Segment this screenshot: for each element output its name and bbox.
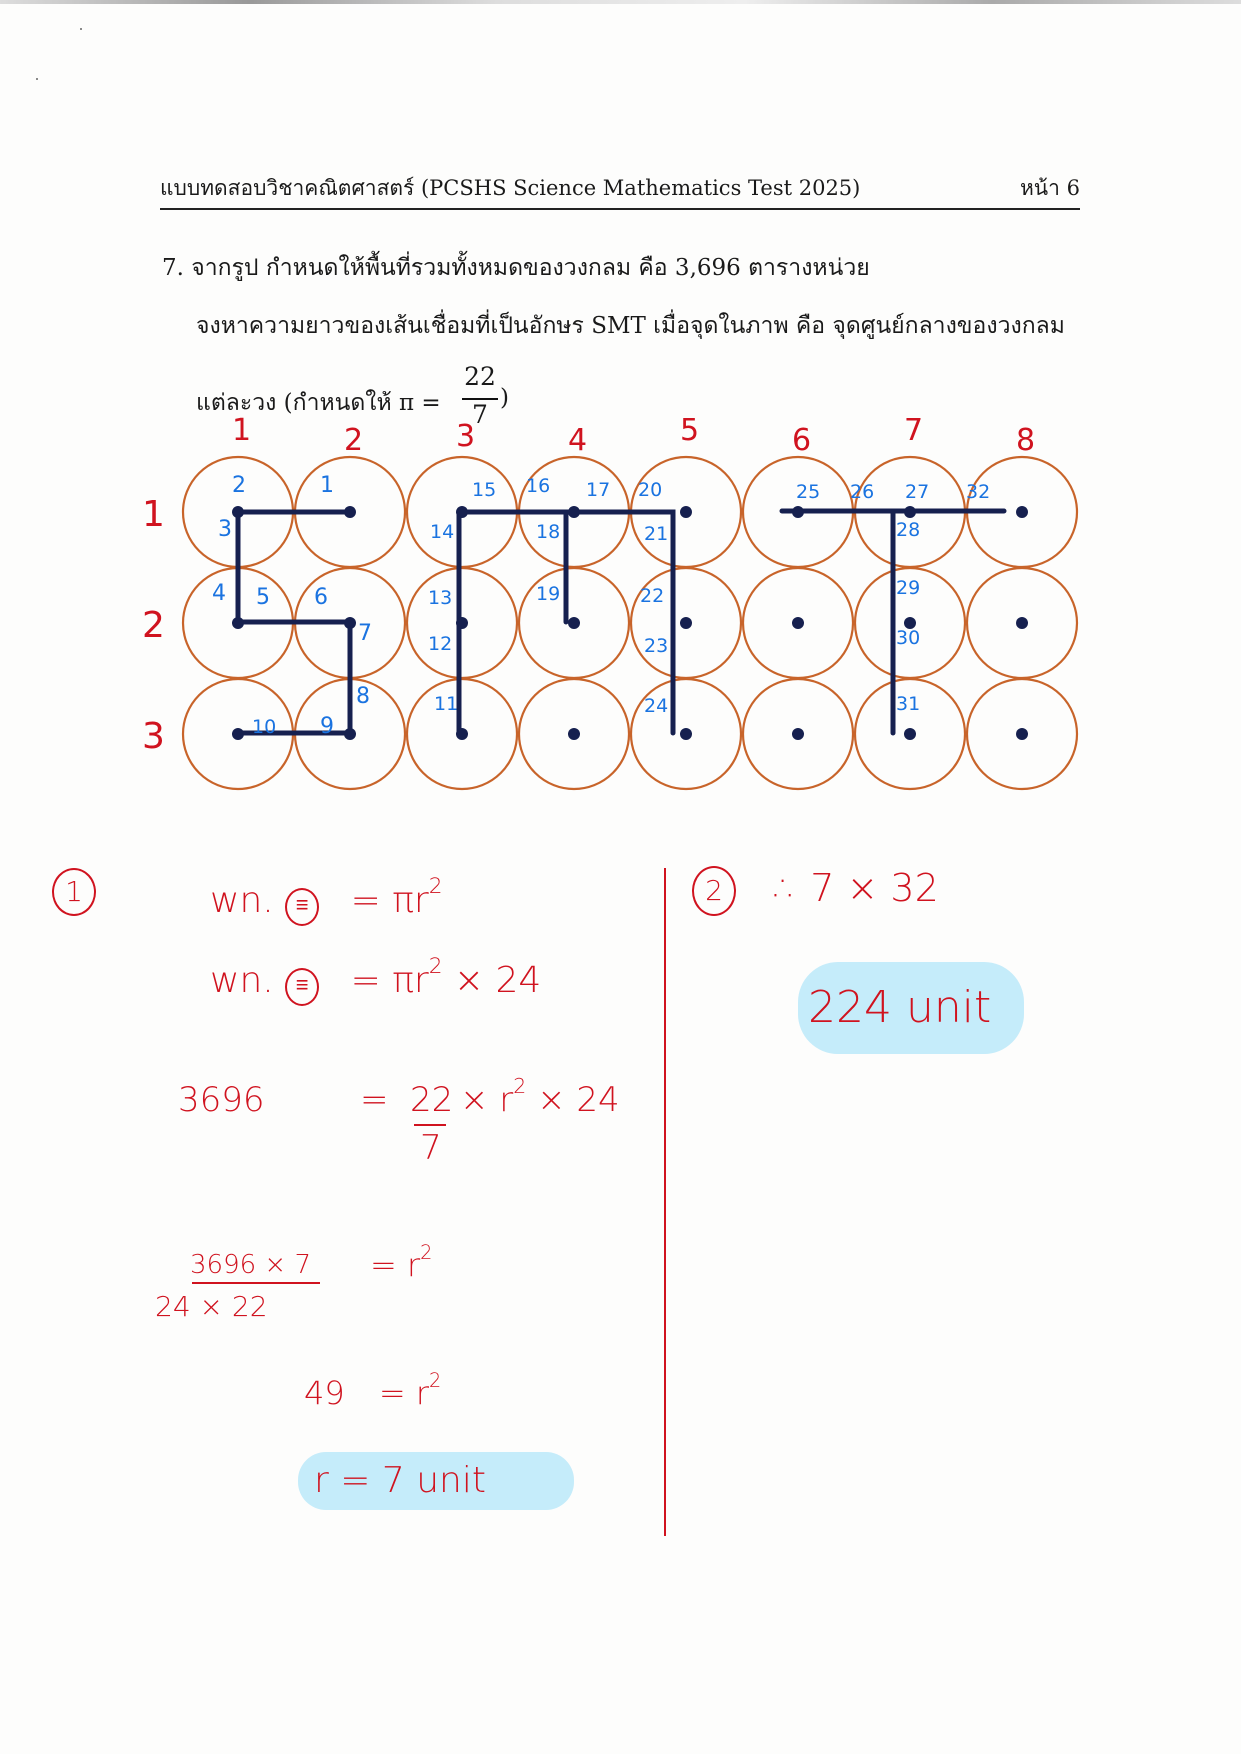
step1-line3-equals: = [360, 1080, 389, 1120]
segment-label: 24 [644, 695, 669, 717]
working-divider [664, 868, 666, 1536]
center-dot [344, 506, 356, 518]
center-dot [568, 617, 580, 629]
step1-line3-num: 22 [410, 1080, 454, 1120]
column-label: 3 [456, 419, 476, 454]
center-dot [456, 617, 468, 629]
center-dot [792, 506, 804, 518]
segment-label: 9 [320, 714, 334, 739]
center-dot [792, 617, 804, 629]
page-number: หน้า 6 [1019, 176, 1080, 200]
segment-label: 27 [905, 481, 930, 503]
center-dot [904, 728, 916, 740]
circle-symbol-icon: ≡ [285, 888, 319, 926]
segment-label: 5 [256, 585, 270, 610]
center-dot [568, 506, 580, 518]
segment-label: 6 [314, 585, 328, 610]
center-dot [456, 728, 468, 740]
segment-label: 31 [896, 693, 921, 715]
step-2-marker: 2 [692, 866, 736, 916]
close-paren: ) [500, 385, 509, 411]
center-dot [232, 728, 244, 740]
step1-line5: $49 = r^2$ [304, 1368, 442, 1412]
segment-label: 22 [640, 585, 665, 607]
segment-label: 4 [212, 581, 226, 606]
column-label: 4 [568, 423, 588, 458]
column-label: 6 [792, 423, 812, 458]
segment-label: 15 [472, 479, 497, 501]
center-dot [344, 728, 356, 740]
center-dot [1016, 617, 1028, 629]
center-dot [232, 506, 244, 518]
question-line-3: แต่ละวง (กำหนดให้ π = [196, 390, 441, 416]
segment-label: 2 [232, 473, 246, 498]
column-label: 2 [344, 423, 364, 458]
question-line-1: 7. จากรูป กำหนดให้พื้นที่รวมทั้งหมดของวงกลม คือ 3,696 ตารางหน่วย [162, 255, 870, 281]
center-dot [680, 617, 692, 629]
segment-label: 21 [644, 523, 669, 545]
segment-label: 29 [896, 577, 921, 599]
step1-line3-lhs: 3696 [178, 1080, 265, 1120]
circle-symbol-icon: ≡ [285, 968, 319, 1006]
row-label: 3 [142, 716, 165, 757]
center-dot [568, 728, 580, 740]
center-dot [792, 728, 804, 740]
segment-label: 3 [218, 517, 232, 542]
step1-fraction-bar [414, 1124, 446, 1126]
segment-label: 32 [966, 481, 991, 503]
pi-denominator: 7 [472, 400, 488, 429]
segment-label: 18 [536, 521, 561, 543]
segment-label: 7 [358, 621, 372, 646]
column-label: 5 [680, 413, 700, 448]
center-dot [232, 617, 244, 629]
segment-label: 26 [850, 481, 875, 503]
segment-label: 8 [356, 684, 370, 709]
circle-grid-diagram [0, 0, 1241, 800]
question-line-2: จงหาความยาวของเส้นเชื่อมที่เป็นอักษร SMT เมื่อจุดในภาพ คือ จุดศูนย์กลางของวงกลม [196, 313, 1065, 339]
step1-line3-tail: × $r^2 \times 24$ [460, 1073, 620, 1120]
segment-label: 13 [428, 587, 453, 609]
row-label: 1 [142, 494, 165, 535]
center-dot [1016, 506, 1028, 518]
letter-s-path [238, 512, 350, 733]
row-label: 2 [142, 605, 165, 646]
step1-line3-den: 7 [420, 1128, 442, 1168]
step1-line1: wn. ≡ = $\pi r^2$ [210, 880, 442, 926]
step1-line4-den: 24 × 22 [155, 1290, 268, 1323]
step1-line4-num: 3696 × 7 [190, 1250, 312, 1280]
step2-expression: ∴ 7 × 32 [774, 866, 939, 910]
segment-label: 14 [430, 521, 455, 543]
segment-label: 25 [796, 481, 821, 503]
step1-line4-rhs: = $r^2$ [370, 1240, 433, 1284]
pi-numerator: 22 [464, 362, 496, 391]
step1-line4-bar [192, 1282, 320, 1284]
segment-label: 20 [638, 479, 663, 501]
step-1-marker: 1 [52, 868, 96, 916]
exam-title: แบบทดสอบวิชาคณิตศาสตร์ (PCSHS Science Mathematics Test 2025) [160, 176, 861, 200]
segment-label: 28 [896, 519, 921, 541]
length-answer: 224 unit [808, 982, 992, 1033]
center-dot [1016, 728, 1028, 740]
segment-label: 10 [252, 716, 277, 738]
segment-label: 16 [526, 475, 551, 497]
radius-answer: r = 7 unit [314, 1460, 486, 1501]
segment-label: 11 [434, 693, 459, 715]
segment-label: 23 [644, 635, 669, 657]
column-label: 7 [904, 413, 924, 448]
segment-label: 19 [536, 583, 561, 605]
segment-label: 1 [320, 473, 334, 498]
segment-label: 17 [586, 479, 611, 501]
center-dot [904, 506, 916, 518]
segment-label: 30 [896, 627, 921, 649]
column-label: 1 [232, 413, 252, 448]
center-dot [344, 617, 356, 629]
step1-line2: wn. ≡ = $\pi r^2 \times 24$ [210, 960, 541, 1006]
center-dot [680, 506, 692, 518]
segment-label: 12 [428, 633, 453, 655]
center-dot [680, 728, 692, 740]
column-label: 8 [1016, 423, 1036, 458]
center-dot [456, 506, 468, 518]
